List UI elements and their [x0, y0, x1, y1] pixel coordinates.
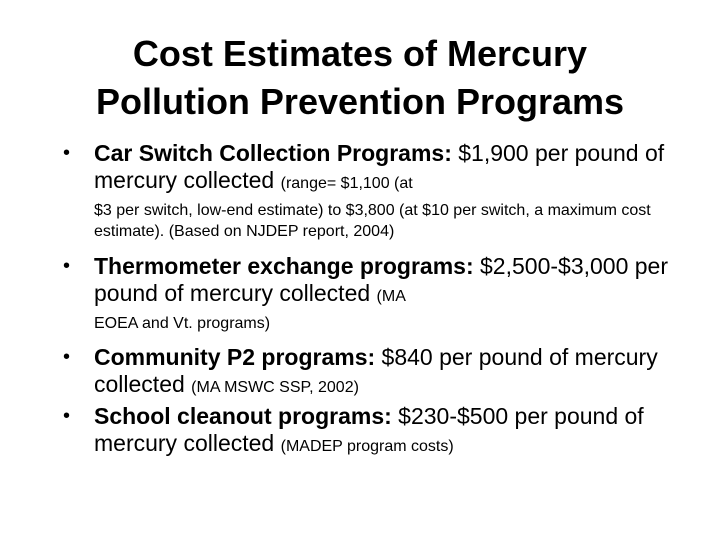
bullet-note: EOEA and Vt. programs)	[94, 315, 271, 332]
bullet-text: $840 per pound of mercury collected	[94, 344, 658, 397]
bullet-source-text: (range= $1,100 (at	[280, 175, 413, 192]
bullet-text: $230-$500 per pound of mercury collected	[94, 403, 644, 456]
slide-title-line-2: Pollution Prevention Programs	[95, 81, 625, 122]
bullet-dot: •	[63, 405, 71, 427]
bullet-heading: Thermometer exchange programs:	[94, 253, 474, 279]
bullet-school-cleanout	[60, 403, 700, 460]
slide-title-line-1: Cost Estimates of Mercury	[132, 33, 588, 74]
bullet-car-switch	[60, 140, 700, 242]
bullet-text: $1,900 per pound of mercury collected	[94, 140, 665, 193]
bullet-text: $2,500-$3,000 per pound of mercury collected	[94, 253, 669, 306]
bullet-thermometer-exchange	[60, 253, 700, 334]
bullet-community-p2	[60, 344, 700, 401]
bullet-note: $3 per switch, low-end estimate) to $3,800 (at $10 per switch, a maximum cost estimate). (Based on NJDEP report, 2004)	[94, 202, 651, 240]
bullet-dot: •	[63, 142, 71, 164]
bullet-heading: Community P2 programs:	[94, 344, 376, 370]
bullet-dot: •	[63, 346, 71, 368]
bullet-source-text: (MADEP program costs)	[280, 438, 454, 455]
bullet-heading: School cleanout programs:	[94, 403, 392, 429]
slide-title	[0, 30, 720, 126]
bullet-dot: •	[63, 255, 71, 277]
bullet-source-text: (MA MSWC SSP, 2002)	[191, 379, 359, 396]
bullet-source-text: (MA	[376, 288, 406, 305]
bullet-heading: Car Switch Collection Programs:	[94, 140, 452, 166]
bullet-list	[60, 140, 700, 460]
